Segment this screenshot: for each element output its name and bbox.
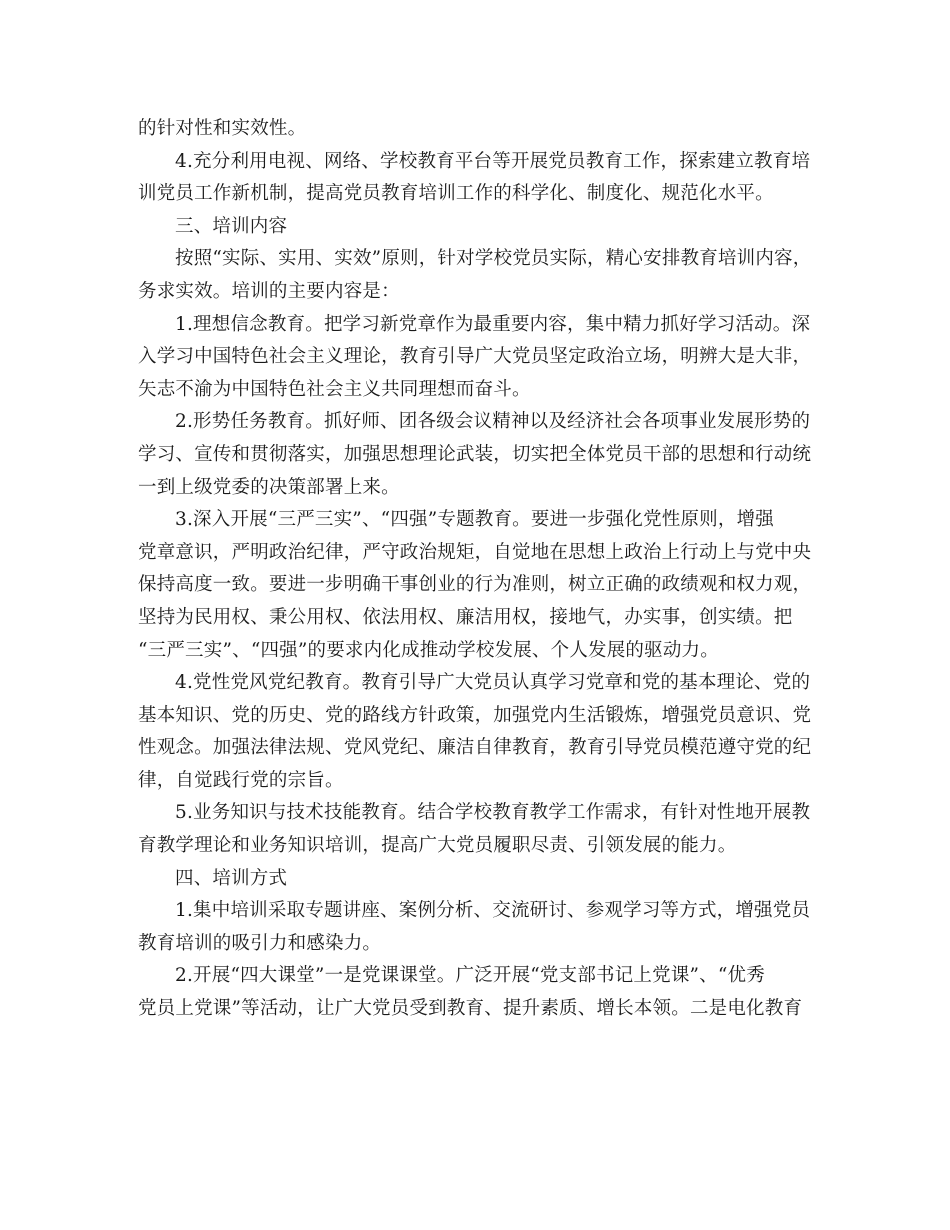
text-line: 教育培训的吸引力和感染力。 xyxy=(138,932,382,954)
text-line: 2.开展“四大课堂”一是党课课堂。广泛开展“党支部书记上党课”、“优秀 xyxy=(175,965,765,987)
text-line: 学习、宣传和贯彻落实，加强思想理论武装，切实把全体党员干部的思想和行动统 xyxy=(138,443,812,465)
text-line: 1.集中培训采取专题讲座、案例分析、交流研讨、参观学习等方式，增强党员 xyxy=(175,900,811,922)
text-line: 性观念。加强法律法规、党风党纪、廉洁自律教育，教育引导党员模范遵守党的纪 xyxy=(138,737,812,759)
text-line: 训党员工作新机制，提高党员教育培训工作的科学化、制度化、规范化水平。 xyxy=(138,183,774,205)
text-line: 一到上级党委的决策部署上来。 xyxy=(138,476,400,498)
text-line: 入学习中国特色社会主义理论，教育引导广大党员坚定政治立场，明辨大是大非， xyxy=(138,346,812,368)
text-line: 务求实效。培训的主要内容是： xyxy=(138,280,400,302)
text-line: 党员上党课”等活动，让广大党员受到教育、提升素质、增长本领。二是电化教育 xyxy=(138,998,803,1020)
text-line: 4.充分利用电视、网络、学校教育平台等开展党员教育工作，探索建立教育培 xyxy=(175,150,811,172)
text-line: 坚持为民用权、秉公用权、依法用权、廉洁用权，接地气，办实事，创实绩。把 xyxy=(138,606,793,628)
text-line: 律，自觉践行党的宗旨。 xyxy=(138,769,344,791)
text-line: 育教学理论和业务知识培训，提高广大党员履职尽责、引领发展的能力。 xyxy=(138,835,737,857)
text-line: 3.深入开展“三严三实”、“四强”专题教育。要进一步强化党性原则，增强 xyxy=(175,509,774,531)
document-body xyxy=(138,113,828,1026)
text-line: 党章意识，严明政治纪律，严守政治规矩，自觉地在思想上政治上行动上与党中央 xyxy=(138,541,812,563)
text-line: 保持高度一致。要进一步明确干事创业的行为准则，树立正确的政绩观和权力观， xyxy=(138,574,812,596)
text-line: 按照“实际、实用、实效”原则，针对学校党员实际，精心安排教育培训内容， xyxy=(175,248,812,270)
text-line: 4.党性党风党纪教育。教育引导广大党员认真学习党章和党的基本理论、党的 xyxy=(175,672,811,694)
text-line: 矢志不渝为中国特色社会主义共同理想而奋斗。 xyxy=(138,378,531,400)
text-line: 的针对性和实效性。 xyxy=(138,118,307,139)
text-line: 四、培训方式 xyxy=(175,867,288,889)
text-line: “三严三实”、“四强”的要求内化成推动学校发展、个人发展的驱动力。 xyxy=(138,639,719,661)
text-line: 三、培训内容 xyxy=(175,215,288,237)
text-line: 5.业务知识与技术技能教育。结合学校教育教学工作需求，有针对性地开展教 xyxy=(175,802,811,824)
text-line: 1.理想信念教育。把学习新党章作为最重要内容，集中精力抓好学习活动。深 xyxy=(175,313,811,335)
text-line: 基本知识、党的历史、党的路线方针政策，加强党内生活锻炼，增强党员意识、党 xyxy=(138,704,812,726)
text-line: 2.形势任务教育。抓好师、团各级会议精神以及经济社会各项事业发展形势的 xyxy=(175,411,811,433)
